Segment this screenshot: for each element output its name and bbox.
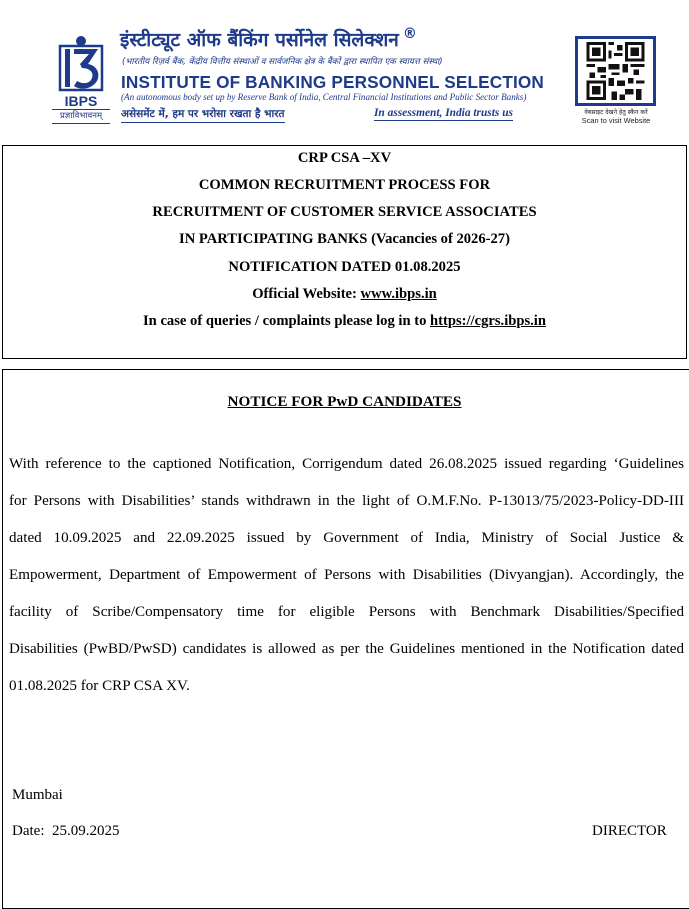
queries-line [3,313,686,330]
notice-body-line: for Persons with Disabilities’ stands withdrawn in the light of O.M.F.No. P-13013/75/2023-Policy-DD-III [9,493,684,509]
qr-code[interactable] [575,36,656,106]
queries-label: In case of queries / complaints please log in to [143,313,431,329]
qr-caption-english: Scan to visit Website [581,116,651,125]
org-name-english: INSTITUTE OF BANKING PERSONNEL SELECTION [121,72,544,92]
place: Mumbai [12,787,63,803]
notice-body-line: dated 10.09.2025 and 22.09.2025 issued by Government of India, Ministry of Social Justice & [9,530,684,546]
recruitment-info-box [2,145,687,359]
notice-body-line: 01.08.2025 for CRP CSA XV. [9,678,190,694]
motto-english: In assessment, India trusts us [374,107,513,119]
logo-tagline: प्रज्ञाविभावनम् [52,109,110,124]
notice-body-line: Empowerment, Department of Empowerment of Persons with Disabilities (Divyangjan). Accordingly, the [9,567,684,583]
logo-text: IBPS [64,93,98,109]
process-title: COMMON RECRUITMENT PROCESS FOR [198,177,491,193]
qr-caption-hindi: वेबसाइट देखने हेतु स्कैन करें [584,109,648,116]
crp-code: CRP CSA –XV [297,150,392,166]
notification-date: NOTIFICATION DATED 01.08.2025 [228,259,461,275]
notice-body-line: With reference to the captioned Notification, Corrigendum dated 26.08.2025 issued regarding ‘Guidelines [9,456,684,472]
date-label: Date: [12,823,52,839]
subtitle-hindi: (भारतीय रिज़र्व बैंक, केंद्रीय वित्तीय संस्थाओं व सार्वजनिक क्षेत्र के बैंकों द्वारा स्थापित एक स्वायत्त संस्था) [122,57,443,67]
official-website-line [3,286,686,303]
registered-mark: ® [402,26,417,42]
date-value: 25.09.2025 [51,823,120,839]
notice-body-line: facility of Scribe/Compensatory time for eligible Persons with Benchmark Disabilities/Specified [9,604,684,620]
org-name-hindi [120,26,417,52]
recruitment-title: RECRUITMENT OF CUSTOMER SERVICE ASSOCIATES [152,204,537,220]
participating-banks: IN PARTICIPATING BANKS (Vacancies of 2026-27) [179,231,510,247]
website-label: Official Website: [252,286,361,302]
cgrs-link[interactable]: https://cgrs.ibps.in [430,313,546,329]
signatory: DIRECTOR [592,823,667,839]
qr-code-icon [584,42,647,100]
ibps-logo [52,34,110,124]
website-link[interactable]: www.ibps.in [360,286,437,302]
subtitle-english: (An autonomous body set up by Reserve Bank of India, Central Financial Institutions and Public Sector Banks) [121,92,527,102]
org-name-hindi-text: इंस्टीट्यूट ऑफ बैंकिंग पर्सोनेल सिलेक्शन [120,29,399,51]
ibps-emblem-icon [52,34,110,110]
notice-title: NOTICE FOR PwD CANDIDATES [227,393,462,410]
date-line [12,823,119,840]
motto-hindi: असेसमेंट में, हम पर भरोसा रखता है भारत [121,107,285,123]
notice-body-line: Disabilities (PwBD/PwSD) candidates is allowed as per the Guidelines mentioned in the Notification dated [9,641,684,657]
